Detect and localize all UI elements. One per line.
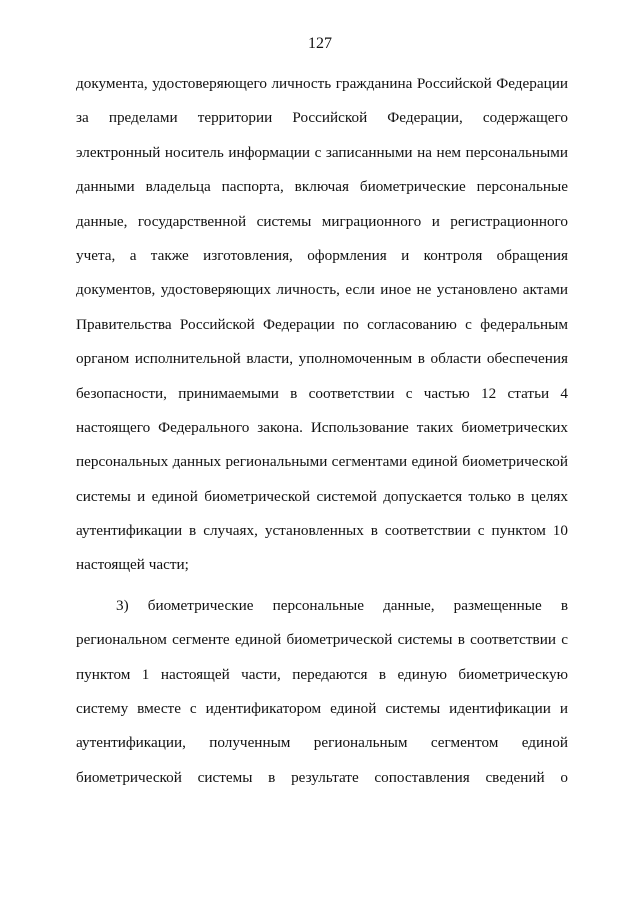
text-line: безопасности, принимаемыми в соответствии с частью 12 статьи 4 — [76, 384, 568, 402]
text-line: биометрической системы в результате сопоставления сведений о — [76, 768, 568, 786]
text-line: учета, а также изготовления, оформления и контроля обращения — [76, 246, 568, 264]
text-line: настоящего Федерального закона. Использование таких биометрических — [76, 418, 568, 436]
text-line: электронный носитель информации с записанными на нем персональными — [76, 143, 568, 161]
text-line: документов, удостоверяющих личность, если иное не установлено актами — [76, 281, 568, 299]
text-line: данными владельца паспорта, включая биометрические персональные — [76, 178, 568, 196]
text-line: системы и единой биометрической системой допускается только в целях — [76, 487, 568, 505]
paragraph-1 — [76, 74, 568, 590]
text-line: настоящей части; — [76, 556, 189, 574]
paragraph-2 — [76, 596, 568, 802]
text-line: Правительства Российской Федерации по согласованию с федеральным — [76, 315, 568, 333]
text-line: систему вместе с идентификатором единой системы идентификации и — [76, 700, 568, 718]
text-line: за пределами территории Российской Федерации, содержащего — [76, 109, 568, 127]
text-line: 3) биометрические персональные данные, размещенные в — [116, 596, 568, 614]
text-line: органом исполнительной власти, уполномоченным в области обеспечения — [76, 350, 568, 368]
text-line: документа, удостоверяющего личность гражданина Российской Федерации — [76, 75, 568, 92]
text-line: персональных данных региональными сегментами единой биометрической — [76, 453, 568, 471]
text-line: пунктом 1 настоящей части, передаются в единую биометрическую — [76, 665, 568, 683]
document-body — [76, 74, 568, 802]
text-line: региональном сегменте единой биометрической системы в соответствии с — [76, 631, 568, 649]
text-line: аутентификации, полученным региональным сегментом единой — [76, 734, 568, 752]
text-line: данные, государственной системы миграционного и регистрационного — [76, 212, 568, 230]
text-line: аутентификации в случаях, установленных в соответствии с пунктом 10 — [76, 522, 568, 540]
page-number: 127 — [308, 35, 332, 52]
